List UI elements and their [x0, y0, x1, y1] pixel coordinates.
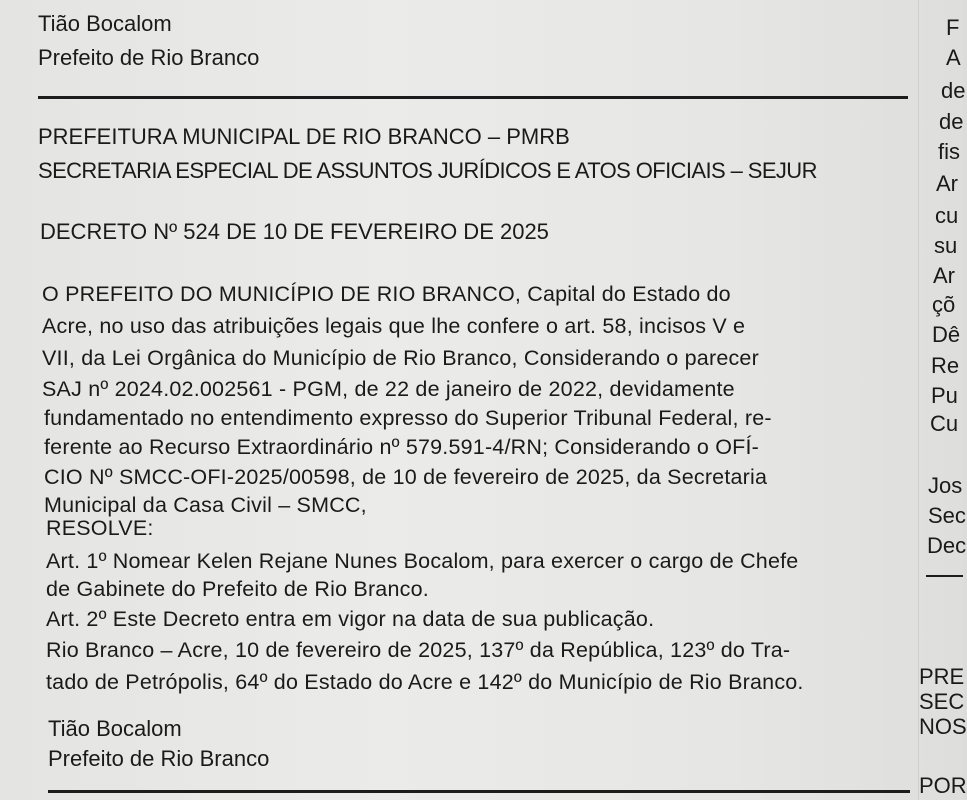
- decree-body-line: ferente ao Recurso Extraordinário nº 579.591-4/RN; Considerando o OFÍ-: [44, 435, 759, 459]
- decree-closing-line: Rio Branco – Acre, 10 de fevereiro de 2025, 137º da República, 123º do Tra-: [46, 638, 791, 662]
- right-column-fragment: Jos: [928, 473, 963, 498]
- decree-closing-line: tado de Petrópolis, 64º do Estado do Acre e 142º do Município de Rio Branco.: [46, 670, 804, 694]
- right-column-fragment: Ar: [933, 263, 955, 288]
- right-column-fragment: Sec: [928, 503, 966, 528]
- right-column-fragment: PRE: [919, 664, 965, 689]
- right-column-fragment: POR: [919, 773, 967, 798]
- right-column-fragment: Re: [931, 353, 960, 378]
- right-column-fragment: NOS: [919, 714, 967, 739]
- decree-article-2: Art. 2º Este Decreto entra em vigor na data de sua publicação.: [46, 607, 655, 631]
- decree-article-1: Art. 1º Nomear Kelen Rejane Nunes Bocalom, para exercer o cargo de Chefe: [46, 549, 799, 573]
- right-column-fragment: cu: [935, 203, 959, 228]
- decree-body-line: SAJ nº 2024.02.002561 - PGM, de 22 de janeiro de 2022, devidamente: [42, 377, 735, 401]
- right-column-fragment: de: [939, 109, 964, 134]
- right-column-fragment: A: [946, 45, 961, 70]
- top-signature-name: Tião Bocalom: [38, 11, 172, 36]
- decree-body-line: Acre, no uso das atribuições legais que lhe confere o art. 58, incisos V e: [42, 314, 746, 338]
- bottom-signature-title: Prefeito de Rio Branco: [48, 746, 270, 771]
- right-column-fragment: Ar: [936, 171, 958, 196]
- right-column-fragment: F: [946, 15, 960, 40]
- right-column-fragment: Dê: [932, 322, 961, 347]
- decree-body-line: Municipal da Casa Civil – SMCC,: [44, 493, 367, 517]
- section-divider-top: [38, 96, 908, 99]
- right-column-fragment: Cu: [930, 411, 959, 436]
- header-organization: PREFEITURA MUNICIPAL DE RIO BRANCO – PMRB: [38, 124, 570, 149]
- decree-body-line: VII, da Lei Orgânica do Município de Rio Branco, Considerando o parecer: [42, 346, 759, 370]
- top-signature-title: Prefeito de Rio Branco: [38, 45, 260, 70]
- bottom-signature-name: Tião Bocalom: [48, 716, 182, 741]
- decree-body-line: de Gabinete do Prefeito de Rio Branco.: [46, 577, 429, 601]
- decree-title: DECRETO Nº 524 DE 10 DE FEVEREIRO DE 2025: [40, 219, 549, 244]
- right-column-divider: [926, 575, 963, 577]
- header-department: SECRETARIA ESPECIAL DE ASSUNTOS JURÍDICOS E ATOS OFICIAIS – SEJUR: [38, 158, 817, 183]
- decree-body-line: CIO Nº SMCC-OFI-2025/00598, de 10 de fevereiro de 2025, da Secretaria: [44, 465, 768, 489]
- right-column-fragment: fis: [938, 139, 960, 164]
- right-column-fragment: su: [934, 233, 958, 258]
- decree-body-line: fundamentado no entendimento expresso do Superior Tribunal Federal, re-: [44, 406, 772, 430]
- right-column-fragment: Dec: [927, 533, 967, 558]
- right-column-fragment: de: [941, 78, 966, 103]
- right-column-fragment: Pu: [931, 383, 958, 408]
- section-divider-bottom: [48, 790, 910, 793]
- decree-resolve: RESOLVE:: [46, 516, 154, 540]
- right-column-fragment: SEC: [919, 689, 965, 714]
- right-column-fragment: çõ: [932, 292, 956, 317]
- decree-body-line: O PREFEITO DO MUNICÍPIO DE RIO BRANCO, Capital do Estado do: [42, 282, 731, 306]
